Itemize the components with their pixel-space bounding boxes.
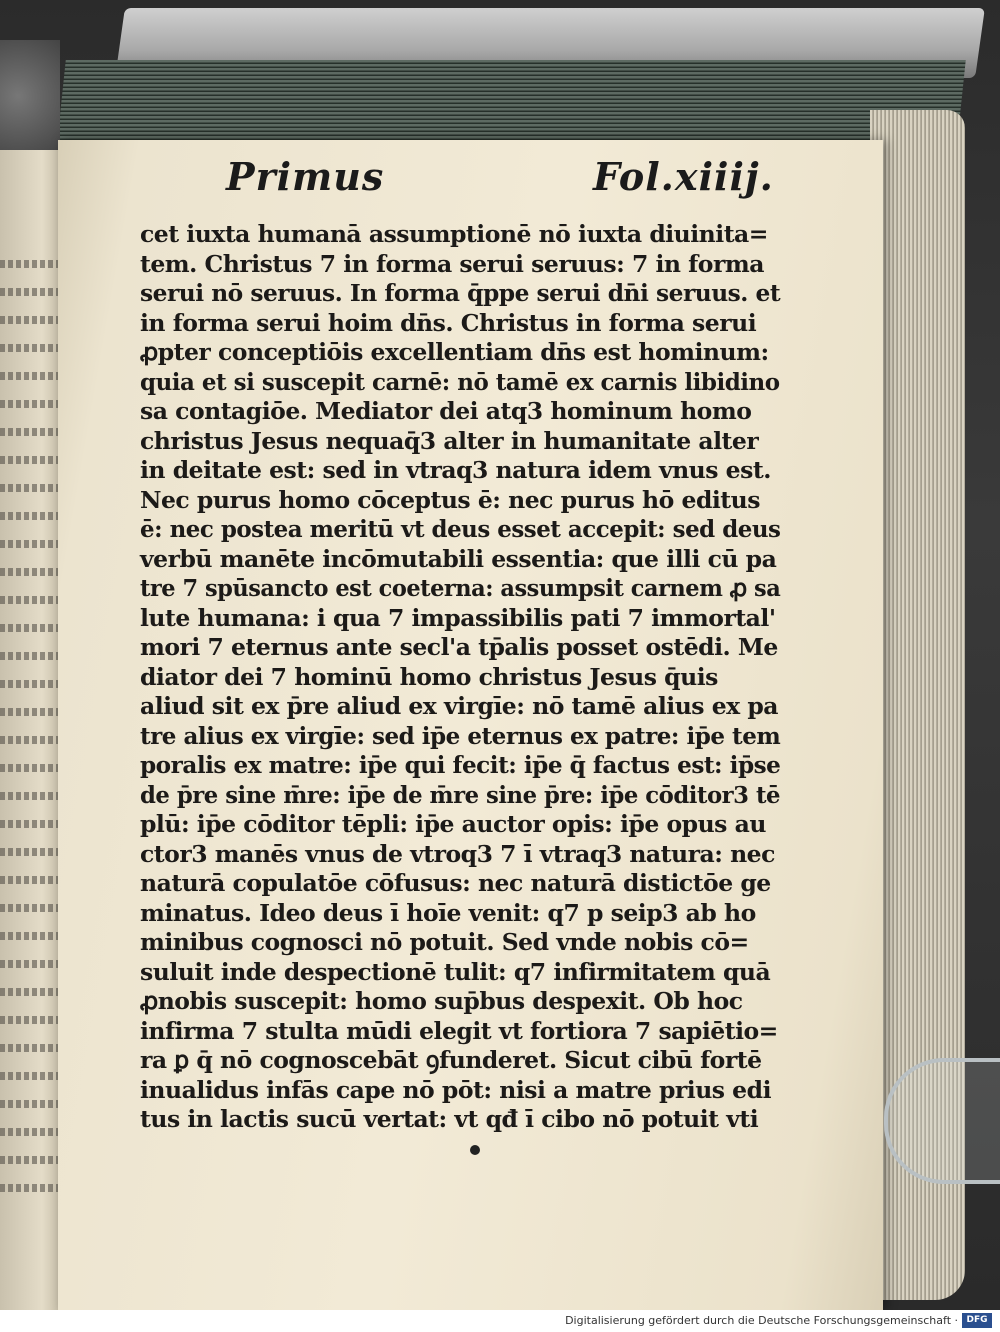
facing-page-text-trace [0, 624, 64, 632]
facing-page-text-trace [0, 820, 64, 828]
facing-page-text-trace [0, 764, 64, 772]
facing-page-text-trace [0, 568, 64, 576]
text-line: de p̄re sine m̄re: ip̄e de m̄re sine p̄re: ip̄e cōditor3 tē [140, 780, 780, 809]
facing-page-text-trace [0, 1016, 64, 1024]
text-line: in forma serui hoim dn̄s. Christus in forma serui [140, 308, 757, 337]
text-line: ra ꝑ q̄ nō cognoscebāt ꝯfunderet. Sicut cibū fortē [140, 1046, 762, 1074]
facing-page-text-trace [0, 876, 64, 884]
text-line: sa contagiōe. Mediator dei atq3 hominum homo [140, 397, 752, 425]
digitization-footer [0, 1310, 1000, 1332]
book-page [58, 140, 883, 1310]
facing-page-text-trace [0, 736, 64, 744]
facing-page-text-trace [0, 792, 64, 800]
text-line: suluit inde despectionē tulit: q7 infirmitatem quā [140, 957, 771, 986]
page-clip [884, 1058, 1000, 1184]
text-line: mori 7 eternus ante secl'a tp̄alis posset ostēdi. Me [140, 633, 778, 661]
facing-page-text-trace [0, 316, 64, 324]
text-line: cet iuxta humanā assumptionē nō iuxta diuinita= [140, 220, 768, 248]
body-text [140, 220, 780, 1135]
running-head [58, 140, 883, 200]
signature-dot [470, 1145, 480, 1155]
folio-number: Fol.xiiij. [593, 154, 774, 199]
facing-page-text-trace [0, 260, 64, 268]
facing-page-text-trace [0, 1156, 64, 1164]
running-head-title: Primus [226, 154, 385, 199]
facing-page-text-trace [0, 680, 64, 688]
text-line: ctor3 manēs vnus de vtroq3 7 ī vtraq3 natura: nec [140, 839, 775, 868]
text-line: Nec purus homo cōceptus ē: nec purus hō editus [140, 485, 760, 514]
text-line: diator dei 7 hominū homo christus Jesus q̄uis [140, 662, 718, 691]
facing-page-text-trace [0, 932, 64, 940]
facing-page-text-trace [0, 400, 64, 408]
text-line: tem. Christus 7 in forma serui seruus: 7 in forma [140, 249, 764, 278]
facing-page-text-trace [0, 1044, 64, 1052]
text-line: poralis ex matre: ip̄e qui fecit: ip̄e q̄ factus est: ip̄se [140, 751, 781, 779]
facing-page-text-trace [0, 288, 64, 296]
text-line: serui nō seruus. In forma q̄ppe serui dn̄i seruus. et [140, 279, 781, 307]
facing-page-text-trace [0, 456, 64, 464]
facing-page-text-trace [0, 512, 64, 520]
text-line: minatus. Ideo deus ī hoīe venit: q7 p seip3 ab ho [140, 898, 756, 927]
text-line: infirma 7 stulta mūdi elegit vt fortiora 7 sapiētio= [140, 1016, 778, 1045]
funding-credit: Digitalisierung gefördert durch die Deutsche Forschungsgemeinschaft · [565, 1314, 958, 1327]
facing-page-text-trace [0, 848, 64, 856]
facing-page-text-trace [0, 1184, 64, 1192]
text-line: plū: ip̄e cōditor tēpli: ip̄e auctor opis: ip̄e opus au [140, 810, 766, 838]
text-line: inualidus infās cape nō pōt: nisi a matre prius edi [140, 1075, 771, 1104]
facing-page-text-trace [0, 904, 64, 912]
text-line: tus in lactis sucū vertat: vt qđ ī cibo nō potuit vti [140, 1105, 759, 1133]
facing-page-text-trace [0, 484, 64, 492]
facing-page-text-trace [0, 428, 64, 436]
facing-page-text-trace [0, 540, 64, 548]
text-line: ē: nec postea meritū vt deus esset accepit: sed deus [140, 515, 781, 543]
facing-page-text-trace [0, 596, 64, 604]
text-line: lute humana: i qua 7 impassibilis pati 7 immortal' [140, 603, 776, 632]
facing-page-text-trace [0, 1100, 64, 1108]
facing-page-text-trace [0, 988, 64, 996]
facing-page-text-trace [0, 1128, 64, 1136]
text-line: quia et si suscepit carnē: nō tamē ex carnis libidino [140, 367, 780, 396]
facing-page-text-trace [0, 652, 64, 660]
text-line: ꝓpter conceptiōis excellentiam dn̄s est hominum: [140, 338, 769, 366]
text-line: in deitate est: sed in vtraq3 natura idem vnus est. [140, 456, 771, 484]
text-line: christus Jesus nequaq̄3 alter in humanitate alter [140, 426, 759, 455]
facing-page-text-trace [0, 372, 64, 380]
dfg-logo: DFG [962, 1313, 992, 1328]
text-line: ꝓnobis suscepit: homo sup̄bus despexit. Ob hoc [140, 987, 743, 1015]
text-line: tre alius ex virgīe: sed ip̄e eternus ex patre: ip̄e tem [140, 721, 781, 750]
text-line: aliud sit ex p̄re aliud ex virgīe: nō tamē alius ex pa [140, 692, 779, 720]
facing-page-text-trace [0, 1072, 64, 1080]
text-line: verbū manēte incōmutabili essentia: que illi cū pa [140, 544, 777, 573]
facing-page-text-trace [0, 708, 64, 716]
text-line: minibus cognosci nō potuit. Sed vnde nobis cō= [140, 928, 749, 956]
facing-page-text-trace [0, 960, 64, 968]
text-line: tre 7 spūsancto est coeterna: assumpsit carnem ꝓ sa [140, 574, 781, 602]
text-line: naturā copulatōe cōfusus: nec naturā distictōe ge [140, 869, 771, 897]
facing-page-text-trace [0, 344, 64, 352]
